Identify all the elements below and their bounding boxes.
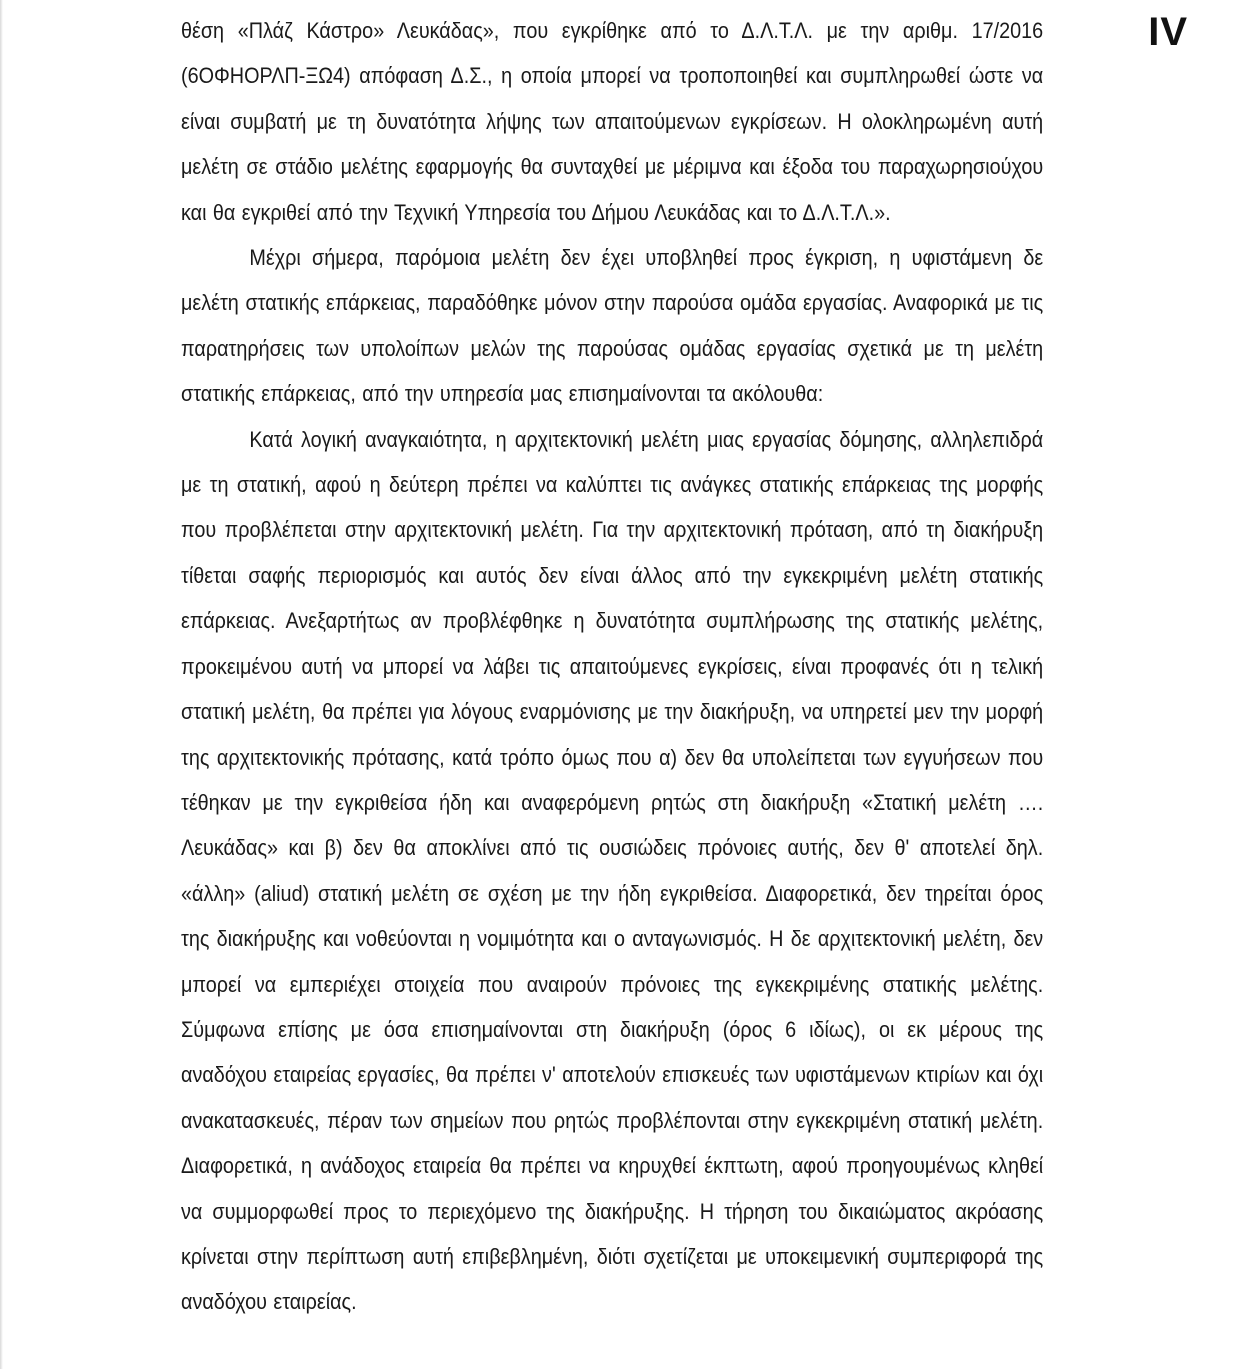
document-body — [181, 8, 1043, 1325]
page-mark: IV — [1148, 10, 1188, 54]
scan-edge-shadow — [0, 0, 3, 1369]
paragraph-continuation: θέση «Πλάζ Κάστρο» Λευκάδας», που εγκρίθηκε από το Δ.Λ.Τ.Λ. με την αριθμ. 17/2016 (6ΟΦΗΟΡΛΠ-ΞΩ4) απόφαση Δ.Σ., η οποία μπορεί να τροποποιηθεί και συμπληρωθεί ώστε να είναι συμβατή με τη δυνατότητα λήψης των απαιτούμενων εγκρίσεων. Η ολοκληρωμένη αυτή μελέτη σε στάδιο μελέτης εφαρμογής θα συνταχθεί με μέριμνα και έξοδα του παραχωρησιούχου και θα εγκριθεί από την Τεχνική Υπηρεσία του Δήμου Λευκάδας και το Δ.Λ.Τ.Λ.». — [181, 18, 1044, 225]
paragraph-study-status: Μέχρι σήμερα, παρόμοια μελέτη δεν έχει υποβληθεί προς έγκριση, η υφιστάμενη δε μελέτη στατικής επάρκειας, παραδόθηκε μόνον στην παρούσα ομάδα εργασίας. Αναφορικά με τις παρατηρήσεις των υπολοίπων μελών της παρούσας ομάδας εργασίας σχετικά με τη μελέτη στατικής επάρκειας, από την υπηρεσία μας επισημαίνονται τα ακόλουθα: — [181, 245, 1044, 407]
paragraph-legal-analysis: Κατά λογική αναγκαιότητα, η αρχιτεκτονική μελέτη μιας εργασίας δόμησης, αλληλεπιδρά με τη στατική, αφού η δεύτερη πρέπει να καλύπτει τις ανάγκες στατικής επάρκειας της μορφής που προβλέπεται στην αρχιτεκτονική μελέτη. Για την αρχιτεκτονική πρόταση, από τη διακήρυξη τίθεται σαφής περιορισμός και αυτός δεν είναι άλλος από την εγκεκριμένη μελέτη στατικής επάρκειας. Ανεξαρτήτως αν προβλέφθηκε η δυνατότητα συμπλήρωσης της στατικής μελέτης, προκειμένου αυτή να μπορεί να λάβει τις απαιτούμενες εγκρίσεις, είναι προφανές ότι η τελική στατική μελέτη, θα πρέπει για λόγους εναρμόνισης με την διακήρυξη, να υπηρετεί μεν την μορφή της αρχιτεκτονικής πρότασης, κατά τρόπο όμως που α) δεν θα υπολείπεται των εγγυήσεων που τέθηκαν με την εγκριθείσα ήδη και αναφερόμενη ρητώς στη διακήρυξη «Στατική μελέτη …. Λευκάδας» και β) δεν θα αποκλίνει από τις ουσιώδεις πρόνοιες αυτής, δεν θ' αποτελεί δηλ. «άλλη» (aliud) στατική μελέτη σε σχέση με την ήδη εγκριθείσα. Διαφορετικά, δεν τηρείται όρος της διακήρυξης και νοθεύονται η νομιμότητα και ο ανταγωνισμός. Η δε αρχιτεκτονική μελέτη, δεν μπορεί να εμπεριέχει στοιχεία που αναιρούν πρόνοιες της εγκεκριμένης στατικής μελέτης. Σύμφωνα επίσης με όσα επισημαίνονται στη διακήρυξη (όρος 6 ιδίως), οι εκ μέρους της αναδόχου εταιρείας εργασίες, θα πρέπει ν' αποτελούν επισκευές των υφιστάμενων κτιρίων και όχι ανακατασκευές, πέραν των σημείων που ρητώς προβλέπονται στην εγκεκριμένη στατική μελέτη. Διαφορετικά, η ανάδοχος εταιρεία θα πρέπει να κηρυχθεί έκπτωτη, αφού προηγουμένως κληθεί να συμμορφωθεί προς το περιεχόμενο της διακήρυξης. Η τήρηση του δικαιώματος ακρόασης κρίνεται στην περίπτωση αυτή επιβεβλημένη, διότι σχετίζεται με υποκειμενική συμπεριφορά της αναδόχου εταιρείας. — [181, 426, 1044, 1315]
